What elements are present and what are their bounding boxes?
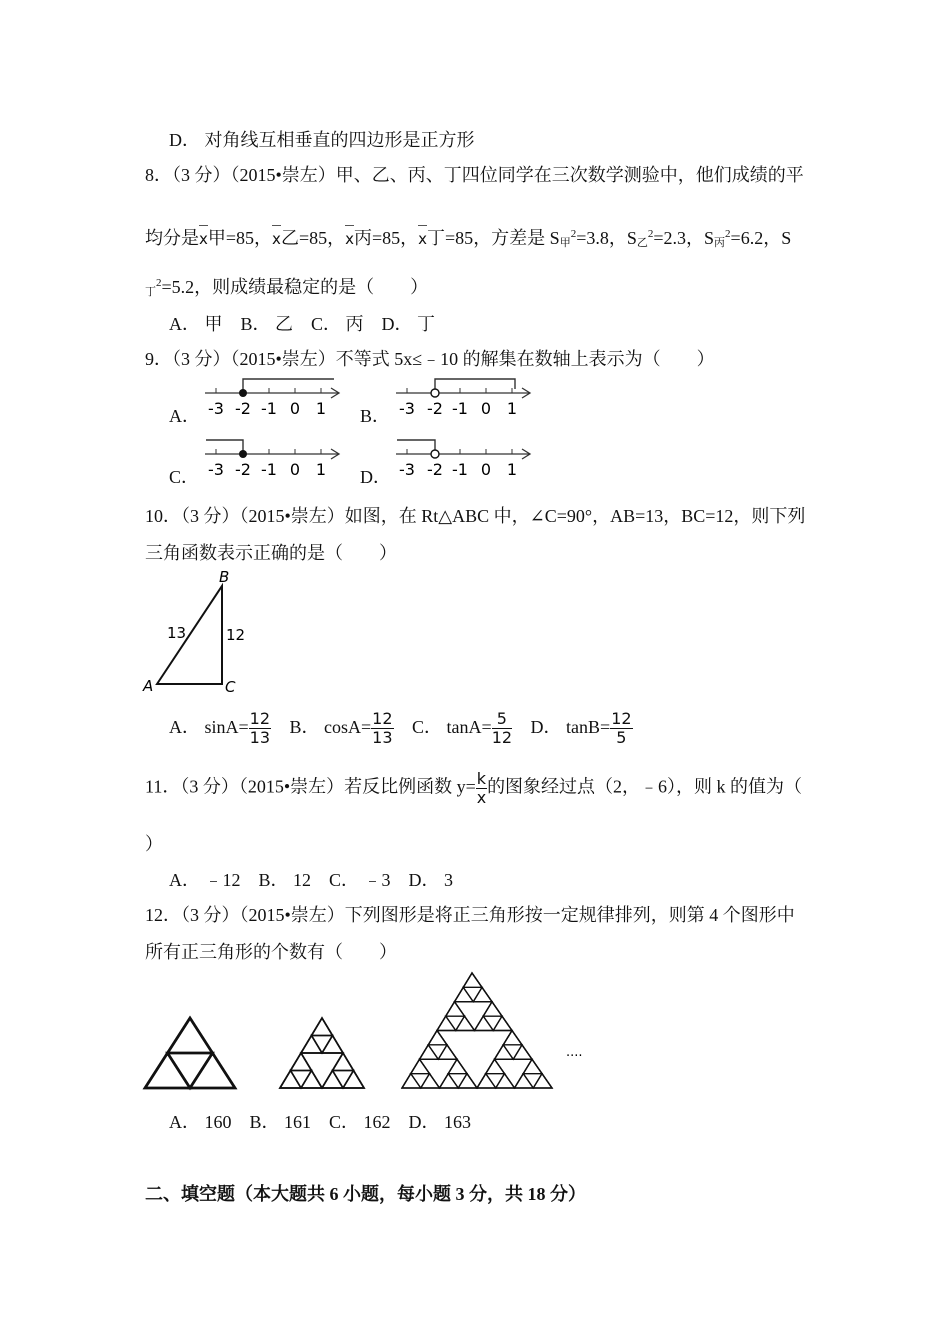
- triangle-outline: [437, 1016, 456, 1030]
- ellipsis-dots: ....: [566, 1045, 583, 1060]
- triangle-outline: [291, 1053, 312, 1071]
- tick-label: -1: [452, 399, 468, 418]
- q9-stem: 9．（3 分）（2015•崇左）不等式 5x≤﹣10 的解集在数轴上表示为（ ）: [145, 349, 715, 369]
- number-line-c: [200, 435, 345, 481]
- q10-option-d[interactable]: D． tanB= $\frac{12}{5}$: [530, 709, 632, 747]
- triangle-outline: [496, 1074, 515, 1088]
- q9-option-d-label[interactable]: D．: [360, 467, 391, 487]
- triangle-outline: [190, 1053, 235, 1088]
- triangle-outline: [333, 1071, 354, 1089]
- triangle-outline: [523, 1074, 542, 1088]
- triangle-outline: [493, 1016, 512, 1030]
- q11-options: [169, 866, 471, 892]
- triangle-outline: [301, 1036, 322, 1054]
- pattern-figure-3: [402, 973, 552, 1088]
- triangle-outline: [477, 1074, 496, 1088]
- q11-stem-line1: 11．（3 分）（2015•崇左）若反比例函数 y= $\frac{k}{x}$ 的图象经过点（2，﹣6），则 k 的值为（: [145, 769, 803, 807]
- q10-stem-line2: 三角函数表示正确的是（ ）: [145, 543, 397, 563]
- tick-label: -2: [427, 399, 443, 418]
- q10-option-a[interactable]: A． sinA= $\frac{12}{13}$: [169, 709, 271, 747]
- q8-option-b[interactable]: B． 乙: [240, 314, 294, 334]
- tick-label: -2: [235, 399, 251, 418]
- vertex-c-label: C: [225, 678, 236, 696]
- vertex-a-label: A: [143, 677, 154, 695]
- closed-point: [239, 450, 247, 458]
- closed-point: [239, 389, 247, 397]
- q12-stem-line1: 12．（3 分）（2015•崇左）下列图形是将正三角形按一定规律排列，则第 4 个图形中: [145, 905, 795, 925]
- triangle-outline: [495, 1045, 514, 1059]
- side-ab-label: 13: [167, 624, 187, 642]
- triangle-outline: [322, 1036, 343, 1054]
- q11-option-b[interactable]: B． 12: [258, 870, 312, 890]
- q12-option-a[interactable]: A． 160: [169, 1112, 232, 1132]
- xbar-symbol: x: [199, 230, 208, 248]
- number-line-b: [391, 374, 536, 420]
- triangle-outline: [503, 1045, 522, 1059]
- triangle-outline: [145, 1053, 190, 1088]
- triangle-outline: [421, 1074, 440, 1088]
- tick-label: -2: [427, 460, 443, 479]
- q11-option-a[interactable]: A． ﹣12: [169, 870, 241, 890]
- tick-label: -3: [399, 399, 415, 418]
- q11-option-d[interactable]: D． 3: [408, 870, 454, 890]
- open-point: [431, 450, 439, 458]
- triangle-outline: [322, 1071, 343, 1089]
- triangle-outline: [291, 1071, 312, 1089]
- triangle-outline: [448, 1059, 467, 1073]
- tick-label: 0: [289, 399, 301, 418]
- q8-options: [169, 310, 453, 336]
- triangle-outline: [168, 1053, 213, 1088]
- triangle-outline: [438, 1045, 457, 1059]
- q8-option-c[interactable]: C． 丙: [311, 314, 364, 334]
- q8-stem-line1: 8．（3 分）（2015•崇左）甲、乙、丙、丁四位同学在三次数学测验中，他们成绩的平: [145, 165, 804, 185]
- triangle-outline: [411, 1074, 430, 1088]
- tick-label: -3: [399, 460, 415, 479]
- triangle-outline: [402, 1074, 421, 1088]
- q11-option-c[interactable]: C． ﹣3: [329, 870, 391, 890]
- triangle-outline: [428, 1045, 447, 1059]
- q12-option-c[interactable]: C． 162: [329, 1112, 391, 1132]
- open-point: [431, 389, 439, 397]
- triangle-outline: [513, 1045, 532, 1059]
- number-line-d: [391, 435, 536, 481]
- triangle-outline: [343, 1071, 364, 1089]
- triangle-outline: [533, 1074, 552, 1088]
- triangle-outline: [475, 1016, 494, 1030]
- tick-label: 1: [506, 399, 518, 418]
- triangle-outline: [448, 1074, 467, 1088]
- triangle-outline: [515, 1074, 534, 1088]
- q10-options: [169, 710, 633, 747]
- xbar-symbol: x: [345, 230, 354, 248]
- triangle-outline: [483, 1016, 502, 1030]
- triangle-outline: [458, 1074, 477, 1088]
- q8-option-a[interactable]: A． 甲: [169, 314, 223, 334]
- q12-option-b[interactable]: B． 161: [249, 1112, 312, 1132]
- tick-label: 1: [315, 399, 327, 418]
- triangle-outline: [333, 1053, 354, 1071]
- triangle-outline: [301, 1071, 322, 1089]
- pattern-figure-1: [145, 1018, 235, 1088]
- triangle-outline: [420, 1045, 439, 1059]
- tick-label: 1: [315, 460, 327, 479]
- triangle-pattern-figure: [140, 968, 600, 1093]
- q10-option-c[interactable]: C． tanA= $\frac{5}{12}$: [412, 709, 513, 747]
- side-bc-label: 12: [226, 626, 246, 644]
- q10-option-b[interactable]: B． cosA= $\frac{12}{13}$: [289, 709, 393, 747]
- tick-label: 0: [480, 399, 492, 418]
- triangle-outline: [463, 973, 482, 987]
- q9-option-c-label[interactable]: C．: [169, 467, 200, 487]
- tick-label: -1: [261, 460, 277, 479]
- q11-stem-line2: ）: [145, 834, 163, 854]
- triangle-outline: [312, 1018, 333, 1036]
- q8-option-d[interactable]: D． 丁: [381, 314, 436, 334]
- tick-label: 0: [289, 460, 301, 479]
- xbar-symbol: x: [418, 230, 428, 248]
- q8-stem-line3: 丁$^2$=5.2，则成绩最稳定的是（ ）: [145, 277, 429, 298]
- triangle-outline: [312, 1036, 333, 1054]
- tick-label: 1: [506, 460, 518, 479]
- triangle-outline: [486, 1074, 505, 1088]
- q12-options: [169, 1108, 489, 1134]
- number-line-a: [200, 374, 345, 420]
- q8-stem-line2: 均分是x甲=85，x乙=85，x丙=85，x丁=85，方差是 S甲$^2$=3.8，S乙$^2$=2.3，S丙$^2$=6.2，S: [145, 228, 792, 249]
- triangle-outline: [486, 1059, 505, 1073]
- triangle-outline: [473, 987, 492, 1001]
- tick-label: -3: [208, 399, 224, 418]
- triangle-outline: [411, 1059, 430, 1073]
- q9-option-b-label[interactable]: B．: [360, 406, 391, 426]
- tick-label: -1: [261, 399, 277, 418]
- q12-stem-line2: 所有正三角形的个数有（ ）: [145, 942, 397, 962]
- q10-stem-line1: 10．（3 分）（2015•崇左）如图，在 Rt△ABC 中，∠C=90°，AB=13，BC=12，则下列: [145, 506, 806, 526]
- tick-label: -2: [235, 460, 251, 479]
- triangle-outline: [455, 987, 474, 1001]
- triangle-outline: [428, 1031, 447, 1045]
- vertex-b-label: B: [219, 568, 230, 586]
- triangle-outline: [456, 1016, 475, 1030]
- triangle-outline: [168, 1018, 213, 1053]
- triangle-outline: [523, 1059, 542, 1073]
- triangle-outline: [280, 1071, 301, 1089]
- q12-option-d[interactable]: D． 163: [408, 1112, 472, 1132]
- triangle-outline: [446, 1016, 465, 1030]
- xbar-symbol: x: [272, 230, 281, 248]
- pattern-figure-2: [280, 1018, 364, 1088]
- right-triangle-figure: [140, 566, 250, 698]
- triangle-outline: [503, 1031, 522, 1045]
- section-2-title: 二、填空题（本大题共 6 小题，每小题 3 分，共 18 分）: [145, 1184, 586, 1204]
- triangle-outline: [463, 987, 482, 1001]
- triangle-outline: [446, 1002, 465, 1016]
- tick-label: -3: [208, 460, 224, 479]
- triangle-outline: [483, 1002, 502, 1016]
- triangle-outline: [440, 1074, 459, 1088]
- q9-option-a-label[interactable]: A．: [169, 406, 200, 426]
- tick-label: 0: [480, 460, 492, 479]
- q7-option-d: D． 对角线互相垂直的四边形是正方形: [169, 130, 475, 150]
- tick-label: -1: [452, 460, 468, 479]
